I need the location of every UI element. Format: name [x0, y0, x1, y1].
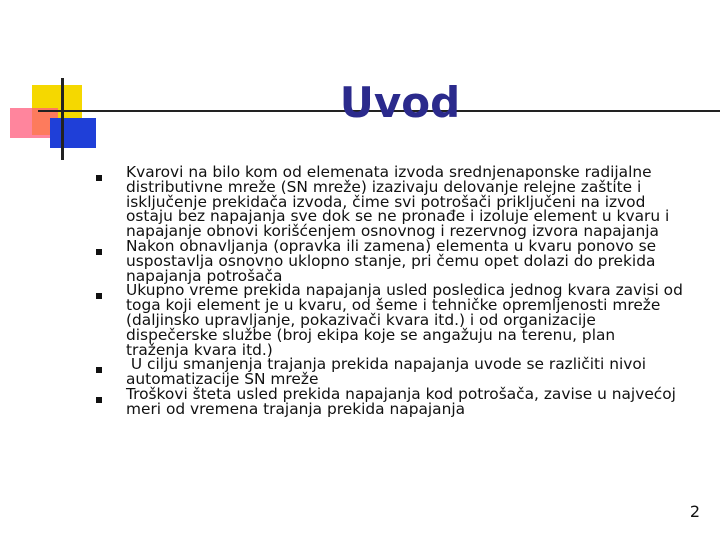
bullet-item	[96, 236, 706, 285]
bullet-line: dispečerske službe (broj ekipa koje se angažuju na terenu, plan	[126, 325, 616, 344]
bullet-item	[96, 165, 706, 239]
bullet-line: Troškovi šteta usled prekida napajanja kod potrošača, zavise u najvećoj	[126, 384, 676, 403]
bullet-item	[96, 283, 706, 357]
bullet-marker	[96, 175, 102, 181]
bullet-line: traženja kvara itd.)	[126, 340, 273, 359]
bullet-list	[96, 165, 706, 417]
bullet-line: isključenje prekidača izvoda, čime svi potrošači priključeni na izvod	[126, 192, 646, 211]
bullet-marker	[96, 367, 102, 373]
bullet-line: distributivne mreže (SN mreže) izazivaju delovanje relejne zaštite i	[126, 177, 642, 196]
bullet-line: meri od vremena trajanja prekida napajanja	[126, 399, 466, 418]
bullet-text	[126, 384, 676, 418]
bullet-line: Kvarovi na bilo kom od elemenata izvoda srednjenaponske radijalne	[126, 163, 652, 181]
bullet-line: automatizacije SN mreže	[126, 370, 319, 389]
bullet-item	[96, 357, 706, 387]
decor-blue-square	[50, 118, 96, 148]
bullet-text	[126, 165, 669, 239]
bullet-marker	[96, 293, 102, 299]
bullet-text	[126, 357, 646, 387]
slide-title: Uvod	[339, 78, 461, 127]
bullet-line: uspostavlja osnovno uklopno stanje, pri čemu opet dolazi do prekida	[126, 251, 656, 270]
decor-vertical-line	[61, 78, 64, 160]
bullet-line: napajanje obnovi korišćenjem osnovnog i rezervnog izvora napajanja	[126, 222, 659, 241]
bullet-line: napajanja potrošača	[126, 266, 283, 285]
bullet-line: ostaju bez napajanja sve dok se ne pronađe i izoluje element u kvaru i	[126, 207, 670, 226]
bullet-text	[126, 283, 683, 357]
bullet-marker	[96, 397, 102, 403]
page-number: 2	[689, 502, 700, 521]
bullet-marker	[96, 249, 102, 255]
bullet-item	[96, 384, 706, 418]
bullet-line: U cilju smanjenja trajanja prekida napajanja uvode se različiti nivoi	[126, 355, 647, 374]
bullet-text	[126, 236, 657, 285]
bullet-line: Nakon obnavljanja (opravka ili zamena) elementa u kvaru ponovo se	[126, 236, 657, 255]
bullet-line: toga koji element je u kvaru, od šeme i tehničke opremljenosti mreže	[126, 296, 661, 315]
bullet-line: Ukupno vreme prekida napajanja usled posledica jednog kvara zavisi od	[126, 281, 683, 300]
bullet-line: (daljinsko upravljanje, pokazivači kvara itd.) i od organizacije	[126, 310, 596, 329]
